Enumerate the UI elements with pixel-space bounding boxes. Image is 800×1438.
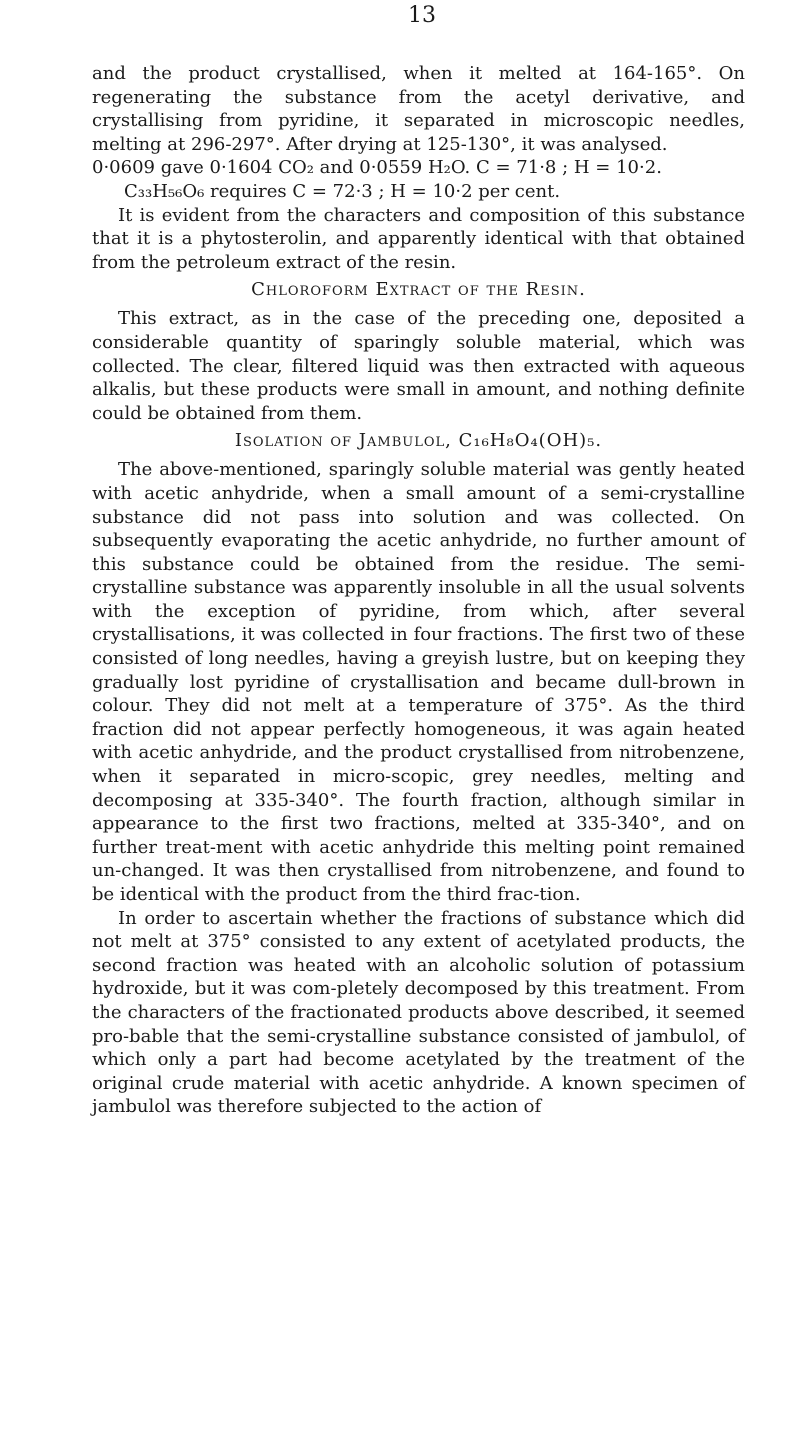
paragraph-4: The above-mentioned, sparingly soluble material was gently heated with acetic anhydride, when a small amount of a semi-crystalline substance did not pass into solution and was collected. On subsequently evaporating the acetic anhydride, no further amount of this substance could be obtained from the residue. The semi-crystalline substance was apparently insoluble in all the usual solvents with the exception of pyridine, from which, after several crystallisations, it was collected in four fractions. The first two of these consisted of long needles, having a greyish lustre, but on keeping they gradually lost pyridine of crystallisation and became dull-brown in colour. They did not melt at a temperature of 375°. As the third fraction did not appear perfectly homogeneous, it was again heated with acetic anhydride, and the product crystallised from nitrobenzene, when it separated in micro-scopic, grey needles, melting and decomposing at 335-340°. The fourth fraction, although similar in appearance to the first two fractions, melted at 335-340°, and on further treat-ment with acetic anhydride this melting point remained un-changed. It was then crystallised from nitrobenzene, and found to be identical with the product from the third frac-tion. xyxy=(92,459,745,905)
body-text xyxy=(92,62,745,1119)
analysis-result: 0·0609 gave 0·1604 CO₂ and 0·0559 H₂O. C = 71·8 ; H = 10·2. xyxy=(92,157,662,179)
formula-requirement: C₃₃H₅₆O₆ requires C = 72·3 ; H = 10·2 per cent. xyxy=(124,180,561,202)
paragraph-1: and the product crystallised, when it melted at 164-165°. On regenerating the substance from the acetyl derivative, and crystallising from pyridine, it separated in microscopic needles, melting at 296-297°. After drying at 125-130°, it was analysed. xyxy=(92,63,745,155)
paragraph-2: It is evident from the characters and composition of this substance that it is a phytosterolin, and apparently identical with that obtained from the petroleum extract of the resin. xyxy=(92,204,745,273)
section-heading-chloroform: Chloroform Extract of the Resin. xyxy=(251,279,586,301)
page-number: 13 xyxy=(408,3,436,28)
paragraph-3: This extract, as in the case of the preceding one, deposited a considerable quantity of sparingly soluble material, which was collected. The clear, filtered liquid was then extracted with aqueous alkalis, but these products were small in amount, and nothing definite could be obtained from them. xyxy=(92,308,745,424)
paragraph-5: In order to ascertain whether the fractions of substance which did not melt at 375° consisted to any extent of acetylated products, the second fraction was heated with an alcoholic solution of potassium hydroxide, but it was com-pletely decomposed by this treatment. From the characters of the fractionated products above described, it seemed pro-bable that the semi-crystalline substance consisted of jambulol, of which only a part had become acetylated by the treatment of the original crude material with acetic anhydride. A known specimen of jambulol was therefore subjected to the action of xyxy=(92,907,745,1118)
section-heading-jambulol: Isolation of Jambulol, C₁₆H₈O₄(OH)₅. xyxy=(234,430,603,452)
